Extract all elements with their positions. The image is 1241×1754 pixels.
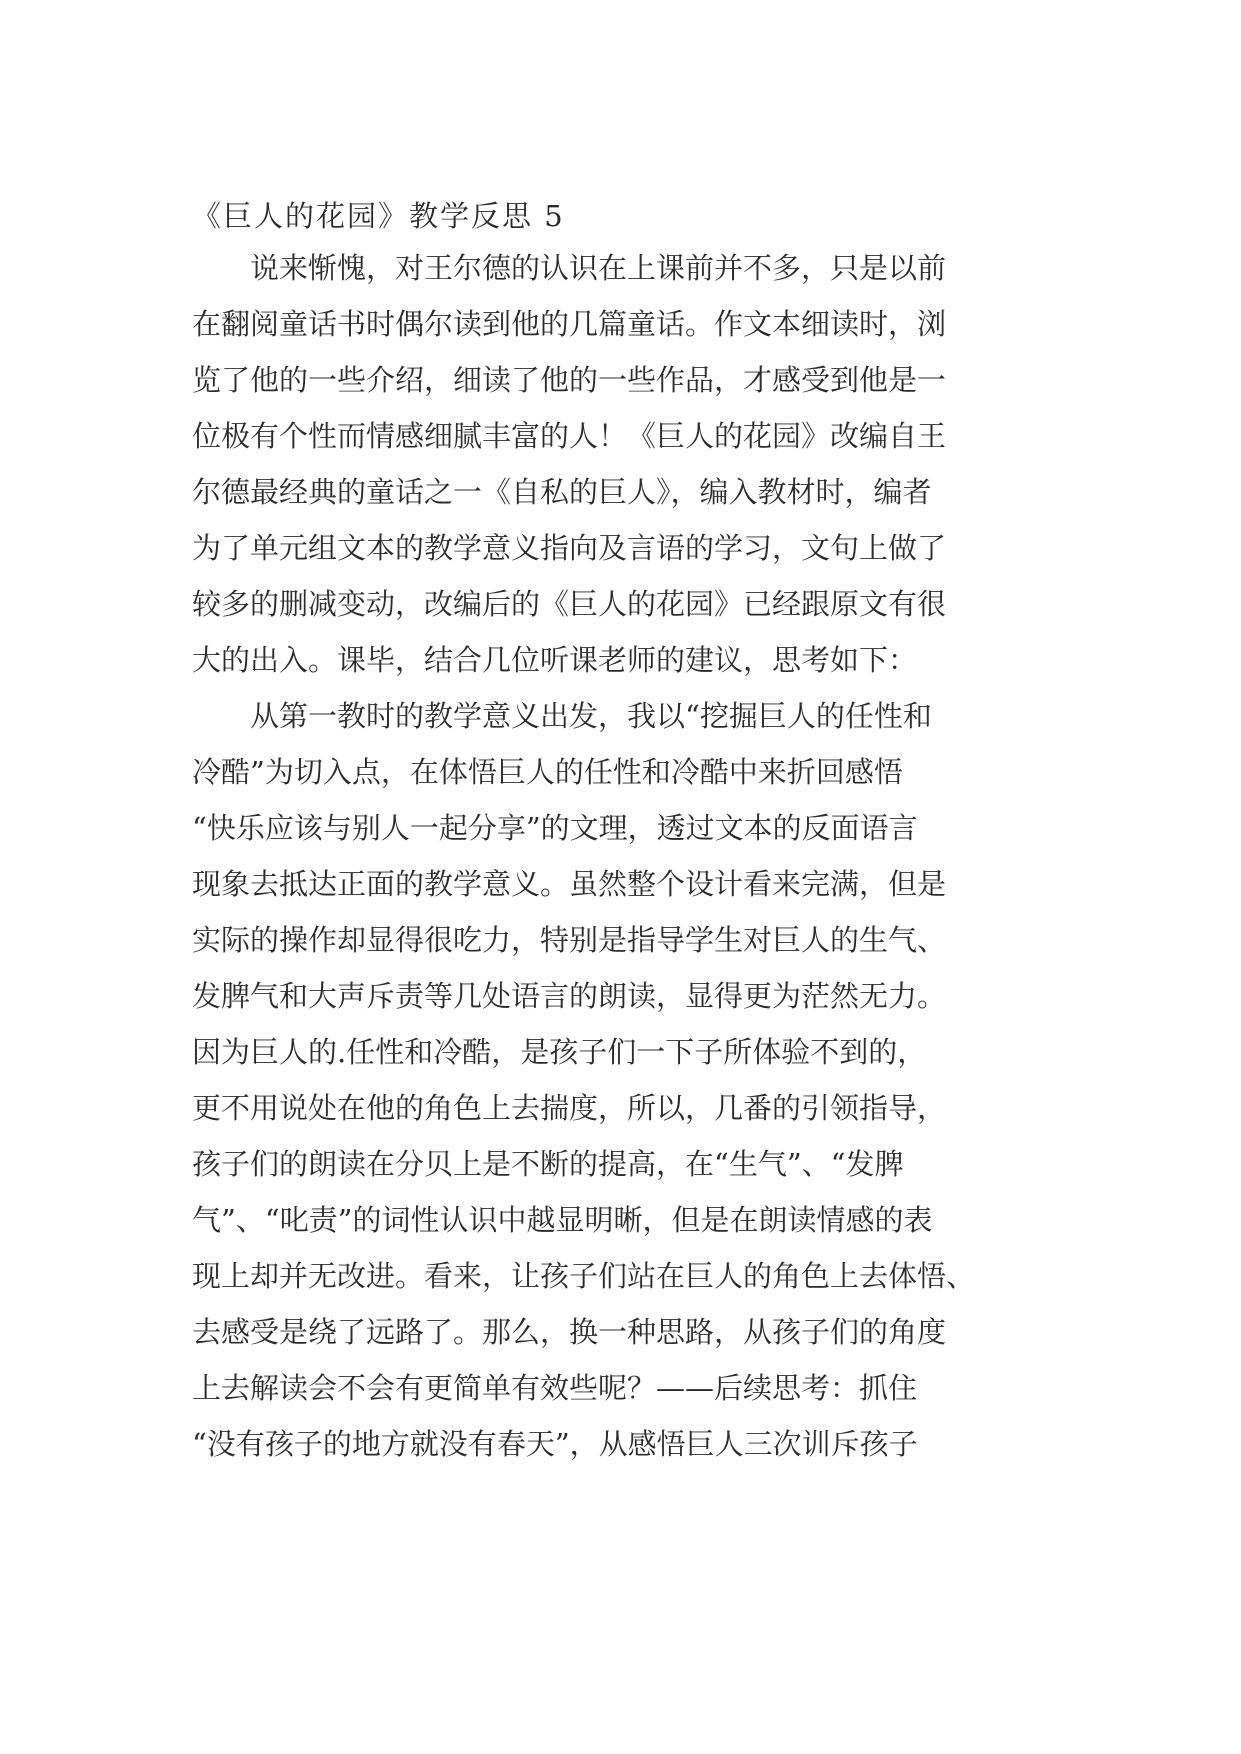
paragraph-2-line-10: 气”、“叱责”的词性认识中越显明晰，但是在朗读情感的表 [192,1203,933,1237]
paragraph-2-line-7: 因为巨人的.任性和冷酷，是孩子们一下子所体验不到的， [192,1035,927,1069]
paragraph-2-line-11: 现上却并无改进。看来，让孩子们站在巨人的角色上去体悟、 [192,1259,976,1293]
paragraph-2-line-4: 现象去抵达正面的教学意义。虽然整个设计看来完满，但是 [192,867,947,901]
paragraph-1-line-2: 在翻阅童话书时偶尔读到他的几篇童话。作文本细读时，浏 [192,307,947,341]
paragraph-1-line-3: 览了他的一些介绍，细读了他的一些作品，才感受到他是一 [192,363,947,397]
document-title: 《巨人的花园》教学反思 5 [192,199,565,233]
paragraph-1-line-1: 说来惭愧，对王尔德的认识在上课前并不多，只是以前 [250,251,947,285]
paragraph-2-line-14: “没有孩子的地方就没有春天”，从感悟巨人三次训斥孩子 [192,1427,918,1461]
paragraph-2-line-5: 实际的操作却显得很吃力，特别是指导学生对巨人的生气、 [192,923,947,957]
paragraph-1-line-8: 大的出入。课毕，结合几位听课老师的建议，思考如下： [192,643,918,677]
paragraph-2-line-12: 去感受是绕了远路了。那么，换一种思路，从孩子们的角度 [192,1315,947,1349]
paragraph-1-line-4: 位极有个性而情感细腻丰富的人！《巨人的花园》改编自王 [192,419,947,453]
paragraph-2-line-13: 上去解读会不会有更简单有效些呢？——后续思考：抓住 [192,1371,918,1405]
paragraph-2-line-2: 冷酷”为切入点，在体悟巨人的任性和冷酷中来折回感悟 [192,755,903,789]
paragraph-1-line-5: 尔德最经典的童话之一《自私的巨人》，编入教材时，编者 [192,475,932,509]
paragraph-2-line-1: 从第一教时的教学意义出发，我以“挖掘巨人的任性和 [250,699,932,733]
paragraph-2-line-9: 孩子们的朗读在分贝上是不断的提高，在“生气”、“发脾 [192,1147,904,1181]
paragraph-2-line-6: 发脾气和大声斥责等几处语言的朗读，显得更为茫然无力。 [192,979,947,1013]
paragraph-2-line-8: 更不用说处在他的角色上去揣度，所以，几番的引领指导， [192,1091,947,1125]
paragraph-1-line-6: 为了单元组文本的教学意义指向及言语的学习，文句上做了 [192,531,947,565]
paragraph-1-line-7: 较多的删减变动，改编后的《巨人的花园》已经跟原文有很 [192,587,947,621]
paragraph-2-line-3: “快乐应该与别人一起分享”的文理，透过文本的反面语言 [192,811,918,845]
